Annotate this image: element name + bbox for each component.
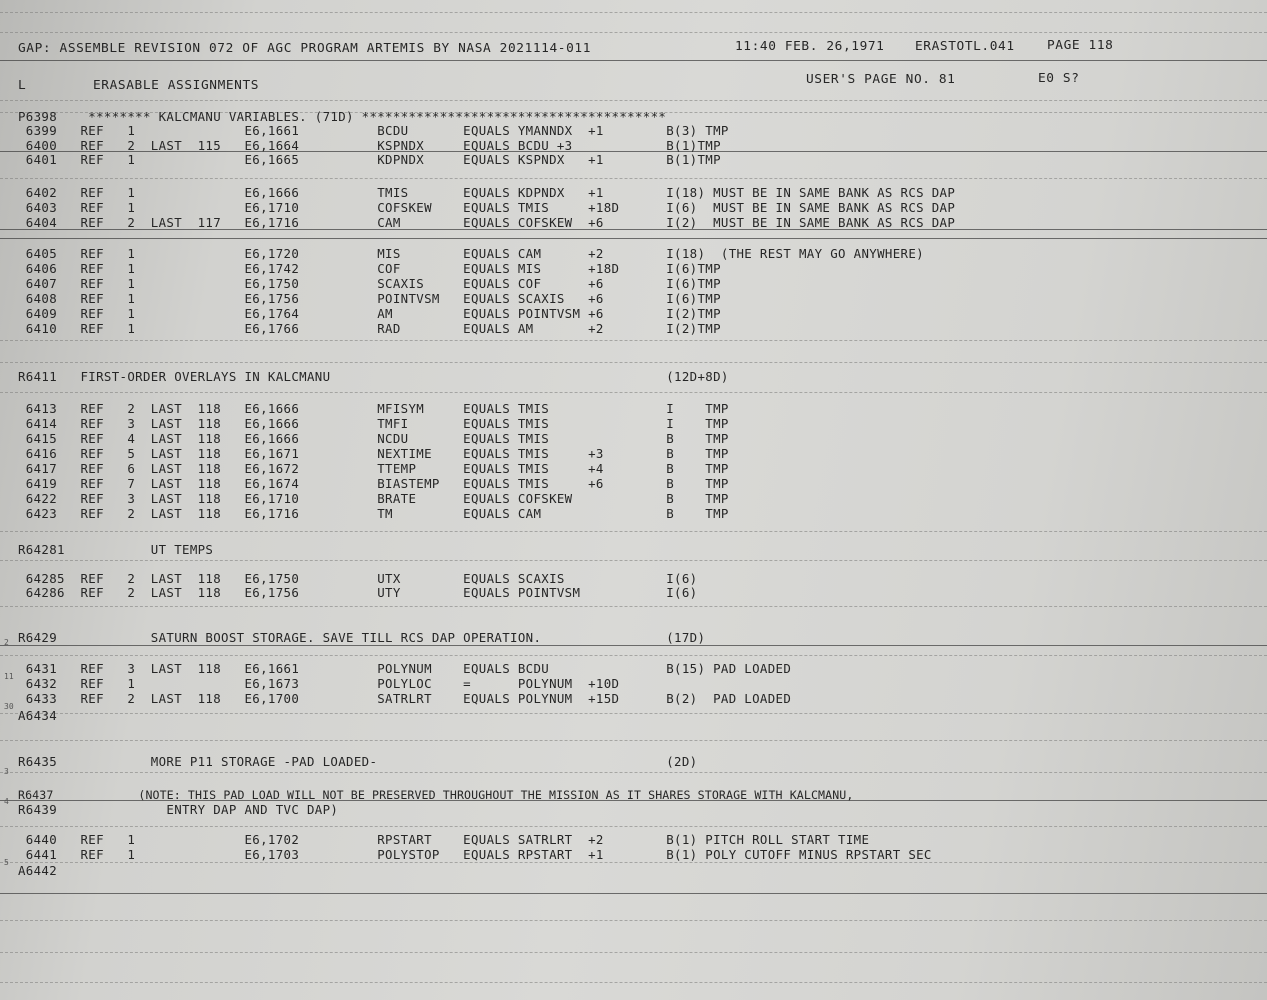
section-line: R6411 FIRST-ORDER OVERLAYS IN KALCMANU (12D+8D): [18, 369, 729, 384]
listing-line: 6423 REF 2 LAST 118 E6,1716 TM EQUALS CAM B TMP: [18, 506, 729, 521]
listing-line: 6432 REF 1 E6,1673 POLYLOC = POLYNUM +10D: [18, 676, 620, 691]
listing-file: ERASTOTL.041: [915, 39, 1015, 54]
listing-line: 6433 REF 2 LAST 118 E6,1700 SATRLRT EQUALS POLYNUM +15D B(2) PAD LOADED: [18, 691, 792, 706]
listing-line: A6434: [18, 708, 58, 723]
margin-mark: 11: [4, 672, 14, 681]
note-line: R6437 (NOTE: THIS PAD LOAD WILL NOT BE PRESERVED THROUGHOUT THE MISSION AS IT SHARES STORAGE WITH KALCMANU,: [18, 788, 854, 802]
listing-line: 6441 REF 1 E6,1703 POLYSTOP EQUALS RPSTART +1 B(1) POLY CUTOFF MINUS RPSTART SEC: [18, 847, 932, 862]
listing-line: 64286 REF 2 LAST 118 E6,1756 UTY EQUALS POINTVSM I(6): [18, 585, 698, 600]
margin-mark: 4: [4, 797, 9, 806]
listing-line: 6419 REF 7 LAST 118 E6,1674 BIASTEMP EQUALS TMIS +6 B TMP: [18, 476, 729, 491]
note-line: R6439 ENTRY DAP AND TVC DAP): [18, 802, 339, 817]
revision-code: E0 S?: [1038, 71, 1080, 86]
section-line: R6429 SATURN BOOST STORAGE. SAVE TILL RCS DAP OPERATION. (17D): [18, 630, 706, 645]
listing-line: 6422 REF 3 LAST 118 E6,1710 BRATE EQUALS COFSKEW B TMP: [18, 491, 729, 506]
listing-line: 6413 REF 2 LAST 118 E6,1666 MFISYM EQUALS TMIS I TMP: [18, 401, 729, 416]
section-line: R64281 UT TEMPS: [18, 542, 214, 557]
listing-line: 6403 REF 1 E6,1710 COFSKEW EQUALS TMIS +18D I(6) MUST BE IN SAME BANK AS RCS DAP: [18, 200, 956, 215]
listing-line: 6401 REF 1 E6,1665 KDPNDX EQUALS KSPNDX +1 B(1)TMP: [18, 152, 721, 167]
margin-mark: 5: [4, 858, 9, 867]
listing-line: A6442: [18, 863, 58, 878]
listing-line: 6414 REF 3 LAST 118 E6,1666 TMFI EQUALS TMIS I TMP: [18, 416, 729, 431]
listing-line: 6408 REF 1 E6,1756 POINTVSM EQUALS SCAXIS +6 I(6)TMP: [18, 291, 721, 306]
listing-line: 6407 REF 1 E6,1750 SCAXIS EQUALS COF +6 I(6)TMP: [18, 276, 721, 291]
section-title: ERASABLE ASSIGNMENTS: [93, 78, 260, 93]
users-page-number: USER'S PAGE NO. 81: [806, 72, 956, 87]
listing-timestamp: 11:40 FEB. 26,1971: [735, 39, 885, 54]
margin-mark: 3: [4, 767, 9, 776]
listing-line: 6417 REF 6 LAST 118 E6,1672 TTEMP EQUALS TMIS +4 B TMP: [18, 461, 729, 476]
listing-line: 6400 REF 2 LAST 115 E6,1664 KSPNDX EQUALS BCDU +3 B(1)TMP: [18, 138, 721, 153]
listing-line: 6405 REF 1 E6,1720 MIS EQUALS CAM +2 I(18) (THE REST MAY GO ANYWHERE): [18, 246, 924, 261]
margin-mark: 2: [4, 638, 9, 647]
listing-line: 6440 REF 1 E6,1702 RPSTART EQUALS SATRLRT +2 B(1) PITCH ROLL START TIME: [18, 832, 870, 847]
section-letter: L: [18, 78, 27, 93]
margin-mark: 30: [4, 702, 14, 711]
listing-line: 64285 REF 2 LAST 118 E6,1750 UTX EQUALS SCAXIS I(6): [18, 571, 698, 586]
listing-title: GAP: ASSEMBLE REVISION 072 OF AGC PROGRAM ARTEMIS BY NASA 2021114-011: [18, 41, 592, 56]
listing-line: 6402 REF 1 E6,1666 TMIS EQUALS KDPNDX +1 I(18) MUST BE IN SAME BANK AS RCS DAP: [18, 185, 956, 200]
listing-line: 6431 REF 3 LAST 118 E6,1661 POLYNUM EQUALS BCDU B(15) PAD LOADED: [18, 661, 792, 676]
listing-line: 6404 REF 2 LAST 117 E6,1716 CAM EQUALS COFSKEW +6 I(2) MUST BE IN SAME BANK AS RCS DAP: [18, 215, 956, 230]
listing-line: P6398 ******** KALCMANU VARIABLES. (71D) ***************************************: [18, 109, 667, 124]
listing-line: 6409 REF 1 E6,1764 AM EQUALS POINTVSM +6 I(2)TMP: [18, 306, 721, 321]
section-line: R6435 MORE P11 STORAGE -PAD LOADED- (2D): [18, 754, 698, 769]
page-number: PAGE 118: [1047, 38, 1114, 53]
listing-line: 6406 REF 1 E6,1742 COF EQUALS MIS +18D I(6)TMP: [18, 261, 721, 276]
listing-line: 6415 REF 4 LAST 118 E6,1666 NCDU EQUALS TMIS B TMP: [18, 431, 729, 446]
listing-line: 6416 REF 5 LAST 118 E6,1671 NEXTIME EQUALS TMIS +3 B TMP: [18, 446, 729, 461]
listing-line: 6399 REF 1 E6,1661 BCDU EQUALS YMANNDX +1 B(3) TMP: [18, 123, 729, 138]
listing-line: 6410 REF 1 E6,1766 RAD EQUALS AM +2 I(2)TMP: [18, 321, 721, 336]
